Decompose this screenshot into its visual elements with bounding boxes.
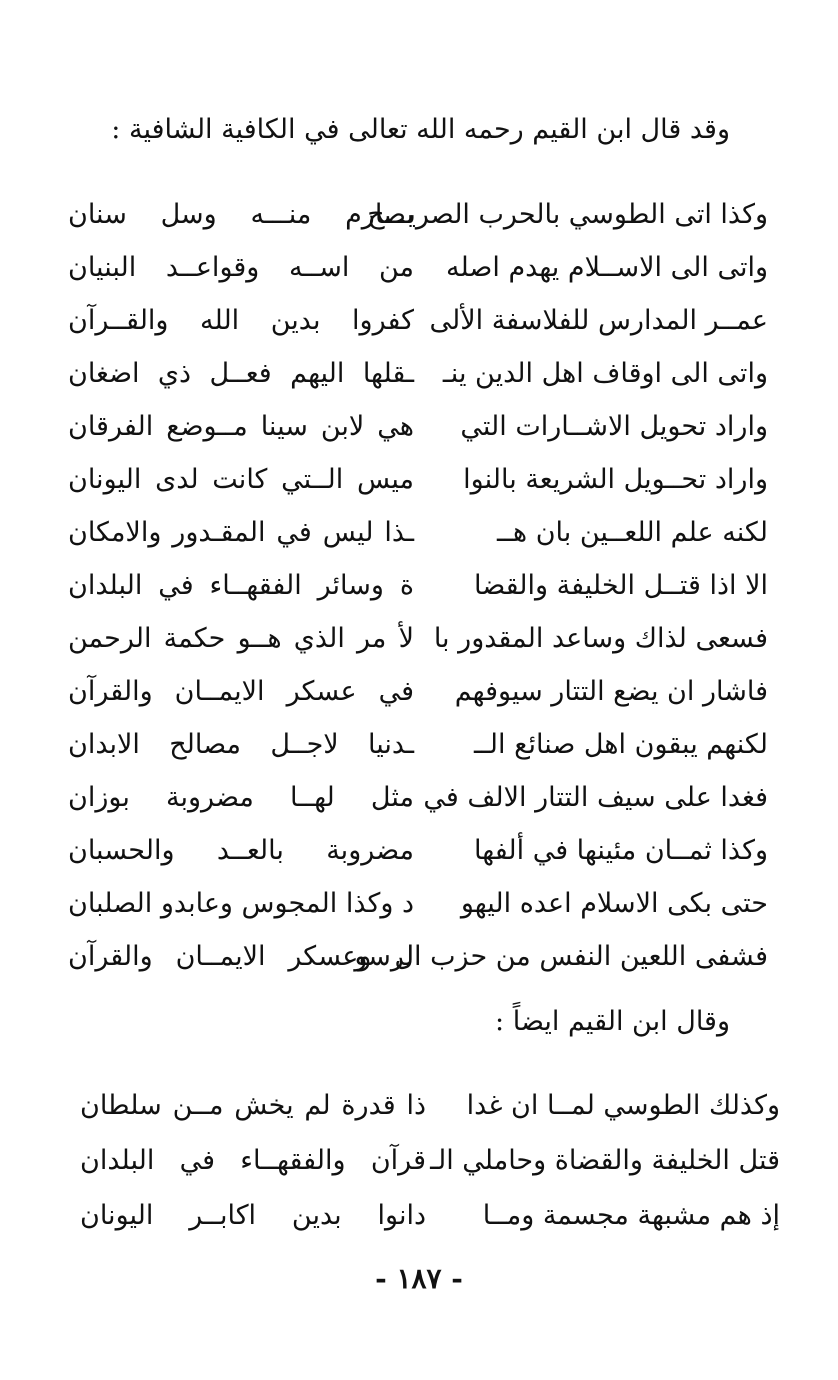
verse-line xyxy=(68,241,768,294)
verse-second-hemistich: ل وعسكر الايمــان والقرآن xyxy=(68,940,414,972)
verse-second-hemistich: في عسكر الايمــان والقرآن xyxy=(68,675,414,707)
verse-first-hemistich: وكذا اتى الطوسي بالحرب الصريـــح xyxy=(367,198,768,230)
verse-first-hemistich: وكذلك الطوسي لمــا ان غدا xyxy=(466,1089,780,1121)
verse-second-hemistich: من اســه وقواعــد البنيان xyxy=(68,251,414,283)
verse-second-hemistich: ـدنيا لاجــل مصالح الابدان xyxy=(68,728,414,760)
verse-line xyxy=(68,718,768,771)
verse-second-hemistich: مثل لهــا مضروبة بوزان xyxy=(68,781,414,813)
verse-first-hemistich: الا اذا قتــل الخليفة والقضا xyxy=(473,569,768,601)
verse-second-hemistich: هي لابن سينا مــوضع الفرقان xyxy=(68,410,414,442)
verse-line xyxy=(68,665,768,718)
verse-line xyxy=(68,294,768,347)
verse-line xyxy=(68,559,768,612)
verse-line xyxy=(80,1133,780,1188)
verse-first-hemistich: إذ هم مشبهة مجسمة ومــا xyxy=(482,1199,780,1231)
verse-second-hemistich: لأ مر الذي هــو حكمة الرحمن xyxy=(68,622,414,654)
verse-line xyxy=(68,453,768,506)
verse-first-hemistich: لكنهم يبقون اهل صنائع الــ xyxy=(473,728,768,760)
verse-second-hemistich: د وكذا المجوس وعابدو الصلبان xyxy=(68,887,414,919)
verse-first-hemistich: فسعى لذاك وساعد المقدور با xyxy=(433,622,768,654)
verse-line xyxy=(68,877,768,930)
second-heading: وقال ابن القيم ايضاً : xyxy=(495,1006,730,1037)
verse-line xyxy=(68,824,768,877)
verse-line xyxy=(80,1078,780,1133)
verse-second-hemistich: دانوا بدين اكابــر اليونان xyxy=(80,1199,426,1231)
verse-line xyxy=(68,612,768,665)
verse-first-hemistich: لكنه علم اللعــين بان هــ xyxy=(497,516,768,548)
verse-first-hemistich: واتى الى الاســلام يهدم اصله xyxy=(446,251,768,283)
verse-second-hemistich: بصارم منـــه وسل سنان xyxy=(68,198,414,230)
verse-first-hemistich: عمــر المدارس للفلاسفة الألى xyxy=(429,304,768,336)
verse-first-hemistich: قتل الخليفة والقضاة وحاملي الـ xyxy=(430,1144,780,1176)
verse-line xyxy=(68,771,768,824)
verse-second-hemistich: مضروبة بالعــد والحسبان xyxy=(68,834,414,866)
verse-first-hemistich: فاشار ان يضع التتار سيوفهم xyxy=(454,675,768,707)
verse-line xyxy=(68,400,768,453)
verse-first-hemistich: حتى بكى الاسلام اعده اليهو xyxy=(460,887,768,919)
verse-first-hemistich: فغدا على سيف التتار الالف في xyxy=(423,781,768,813)
verse-second-hemistich: ـقلها اليهم فعــل ذي اضغان xyxy=(68,357,414,389)
page-number: - ١٨٧ - xyxy=(375,1262,463,1295)
verse-line xyxy=(68,188,768,241)
verse-line xyxy=(68,506,768,559)
verse-first-hemistich: واتى الى اوقاف اهل الدين ينـ xyxy=(442,357,768,389)
verse-second-hemistich: ذا قدرة لم يخش مــن سلطان xyxy=(80,1089,426,1121)
verse-line xyxy=(68,930,768,983)
verse-second-hemistich: ة وسائر الفقهــاء في البلدان xyxy=(68,569,414,601)
poem-block-1 xyxy=(68,188,768,983)
verse-line xyxy=(80,1188,780,1243)
verse-first-hemistich: واراد تحويل الاشــارات التي xyxy=(460,410,768,442)
verse-first-hemistich: واراد تحــويل الشريعة بالنوا xyxy=(463,463,768,495)
verse-second-hemistich: كفروا بدين الله والقــرآن xyxy=(68,304,414,336)
verse-second-hemistich: ـذا ليس في المقـدور والامكان xyxy=(68,516,414,548)
verse-first-hemistich: وكذا ثمــان مئينها في ألفها xyxy=(474,834,768,866)
poem-block-2 xyxy=(80,1078,780,1243)
verse-second-hemistich: قرآن والفقهــاء في البلدان xyxy=(80,1144,426,1176)
verse-line xyxy=(68,347,768,400)
verse-first-hemistich: فشفى اللعين النفس من حزب الرسو xyxy=(354,940,768,972)
verse-second-hemistich: ميس الــتي كانت لدى اليونان xyxy=(68,463,414,495)
intro-heading: وقد قال ابن القيم رحمه الله تعالى في الكافية الشافية : xyxy=(111,114,730,145)
